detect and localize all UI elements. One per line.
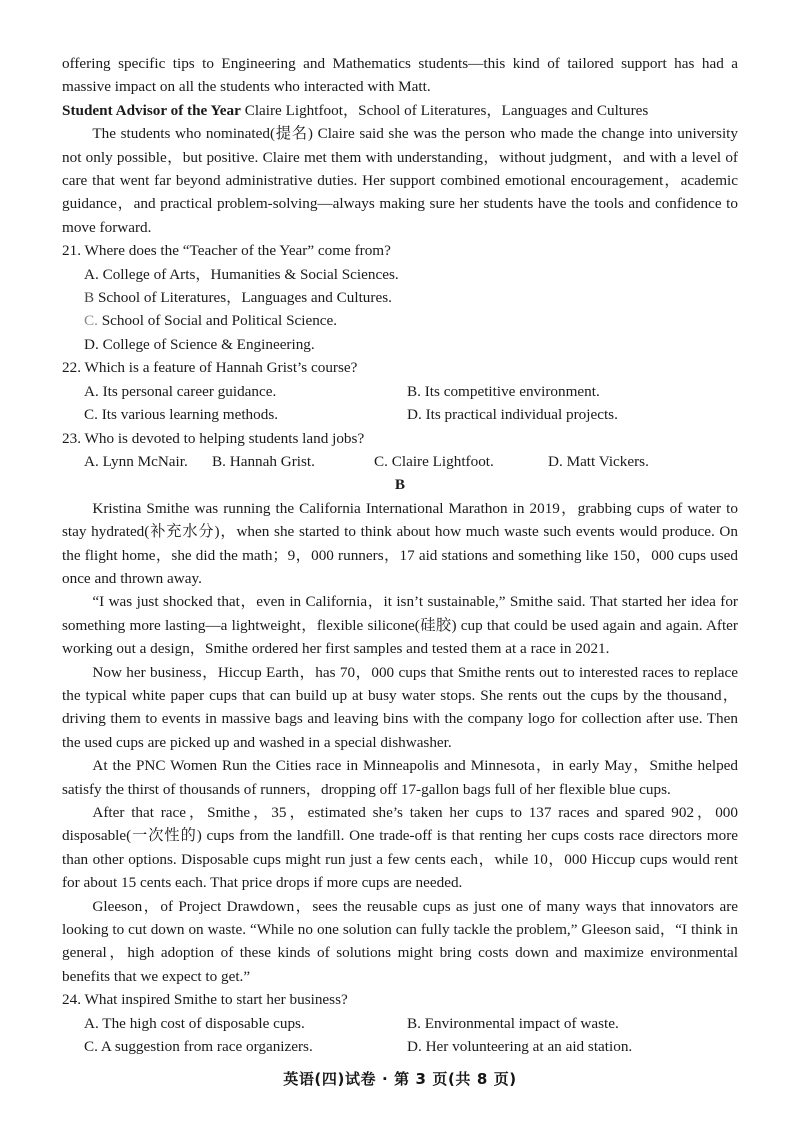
option-24-A-text: The high cost of disposable cups. <box>102 1014 305 1032</box>
question-22-text: Which is a feature of Hannah Grist’s course? <box>84 359 358 377</box>
question-22-options-row-1 <box>62 380 738 403</box>
option-22-A-label: A. <box>84 382 99 400</box>
option-21-C[interactable] <box>84 309 738 332</box>
question-21-options <box>62 263 738 357</box>
option-21-D-label: D. <box>84 335 99 353</box>
question-22-options-row-2 <box>62 403 738 426</box>
option-23-C-label: C. <box>374 452 388 470</box>
option-23-A-text: Lynn McNair. <box>102 452 188 470</box>
question-21-text: Where does the “Teacher of the Year” come from? <box>84 242 391 260</box>
option-22-D-label: D. <box>407 406 422 424</box>
passage-b-paragraph-5: After that race，Smithe，35，estimated she’s taken her cups to 137 races and spared 902，000 disposable(一次性的) cups from the landfill. One trade-off is that renting her cups costs race directors more than other options. Disposable cups might run just a few cents each，while 10，000 Hiccup cups would rent for about 15 cents each. That price drops if more cups are needed. <box>62 804 738 892</box>
option-21-A[interactable] <box>84 263 738 286</box>
option-21-C-label: C. <box>84 312 98 330</box>
option-21-A-label: A. <box>84 265 99 283</box>
option-23-B-text: Hannah Grist. <box>229 452 315 470</box>
option-23-D-text: Matt Vickers. <box>566 452 649 470</box>
question-24-number: 24. <box>62 991 81 1009</box>
option-24-A-label: A. <box>84 1014 99 1032</box>
option-24-A[interactable] <box>84 1012 407 1035</box>
award-paragraph: The students who nominated(提名) Claire said she was the person who made the change into university not only possible，but positive. Claire met them with understanding，without judgment，and with a level of care that went far beyond administrative duties. Her support combined emotional encouragement，academic guidance，and practical problem-solving—always making sure her students have the tools and confidence to move forward. <box>62 125 738 236</box>
option-22-B[interactable] <box>407 380 600 403</box>
option-21-B-text: School of Literatures，Languages and Cultures. <box>97 289 392 307</box>
passage-b-paragraph-3: Now her business，Hiccup Earth，has 70，000 cups that Smithe rents out to interested races to replace the typical white paper cups that can build up at busy water stops. She rents out the cups by the thousand，driving them to events in massive bags and leaving bins with the company logo for collection after use. Then the used cups are picked up and washed in a special dishwasher. <box>62 663 738 751</box>
option-24-B-label: B. <box>407 1014 421 1032</box>
option-22-A[interactable] <box>84 380 407 403</box>
option-21-B-label: B <box>84 289 95 307</box>
option-21-A-text: College of Arts，Humanities & Social Sciences. <box>102 265 399 283</box>
option-24-C-text: A suggestion from race organizers. <box>100 1038 313 1056</box>
option-24-D[interactable] <box>407 1035 632 1058</box>
option-24-B-text: Environmental impact of waste. <box>424 1014 619 1032</box>
passage-b-paragraph-1: Kristina Smithe was running the California International Marathon in 2019，grabbing cups of water to stay hydrated(补充水分)，when she started to think about how much waste such events would produce. On the flight home，she did the math；9，000 runners，17 aid stations and something like 150，000 cups used once and thrown away. <box>62 499 738 587</box>
option-22-B-text: Its competitive environment. <box>424 382 600 400</box>
passage-b-paragraph-4: At the PNC Women Run the Cities race in Minneapolis and Minnesota，in early May，Smithe helped satisfy the thirst of thousands of runners，dropping off 17-gallon bags full of her flexible blue cups. <box>62 757 738 798</box>
option-23-D[interactable] <box>548 450 649 473</box>
award-heading-rest: Claire Lightfoot，School of Literatures，Languages and Cultures <box>240 101 649 119</box>
option-22-B-label: B. <box>407 382 421 400</box>
option-23-B[interactable] <box>212 450 374 473</box>
question-24-text: What inspired Smithe to start her business? <box>84 991 348 1009</box>
paragraph-continuation: offering specific tips to Engineering and Mathematics students—this kind of tailored support has had a massive impact on all the students who interacted with Matt. <box>62 55 738 96</box>
question-21-stem <box>62 239 738 262</box>
option-24-B[interactable] <box>407 1012 619 1035</box>
question-24-stem <box>62 988 738 1011</box>
award-heading-line <box>62 99 738 122</box>
option-23-A-label: A. <box>84 452 99 470</box>
option-22-D[interactable] <box>407 403 618 426</box>
option-24-C[interactable] <box>84 1035 407 1058</box>
question-21-number: 21. <box>62 242 81 260</box>
option-23-C-text: Claire Lightfoot. <box>391 452 494 470</box>
option-23-A[interactable] <box>84 450 212 473</box>
option-23-C[interactable] <box>374 450 548 473</box>
passage-b-paragraph-2: “I was just shocked that，even in California，it isn’t sustainable,” Smithe said. That started her idea for something more lasting—a lightweight，flexible silicone(硅胶) cup that could be used again and again. After working out a design，Smithe ordered her first samples and tested them at a race in 2021. <box>62 593 738 658</box>
option-22-A-text: Its personal career guidance. <box>102 382 277 400</box>
page-content <box>62 52 738 1058</box>
award-heading-label: Student Advisor of the Year <box>62 101 241 119</box>
option-22-C[interactable] <box>84 403 407 426</box>
option-21-D-text: College of Science & Engineering. <box>102 335 315 353</box>
option-24-D-label: D. <box>407 1038 422 1056</box>
passage-b-paragraph-6: Gleeson，of Project Drawdown，sees the reusable cups as just one of many ways that innovators are looking to cut down on waste. “While no one solution can fully tackle the problem,” Gleeson said，“I think in general，high adoption of these kinds of solutions might bring costs down and maximize environmental benefits that we expect to get.” <box>62 897 738 985</box>
question-22-number: 22. <box>62 359 81 377</box>
question-24-options-row-2 <box>62 1035 738 1058</box>
option-23-D-label: D. <box>548 452 563 470</box>
section-letter-b: B <box>394 476 406 494</box>
option-24-D-text: Her volunteering at an aid station. <box>425 1038 633 1056</box>
question-23-options <box>62 450 738 473</box>
option-22-C-label: C. <box>84 406 98 424</box>
question-22-stem <box>62 356 738 379</box>
option-23-B-label: B. <box>212 452 226 470</box>
option-21-C-text: School of Social and Political Science. <box>101 312 338 330</box>
option-22-D-text: Its practical individual projects. <box>425 406 618 424</box>
option-21-B[interactable] <box>84 286 738 309</box>
page-footer: 英语(四)试卷 · 第 3 页(共 8 页) <box>283 1070 517 1088</box>
question-23-stem <box>62 427 738 450</box>
question-23-number: 23. <box>62 429 81 447</box>
option-24-C-label: C. <box>84 1038 98 1056</box>
question-24-options-row-1 <box>62 1012 738 1035</box>
question-23-text: Who is devoted to helping students land jobs? <box>84 429 365 447</box>
option-22-C-text: Its various learning methods. <box>101 406 279 424</box>
option-21-D[interactable] <box>84 333 738 356</box>
